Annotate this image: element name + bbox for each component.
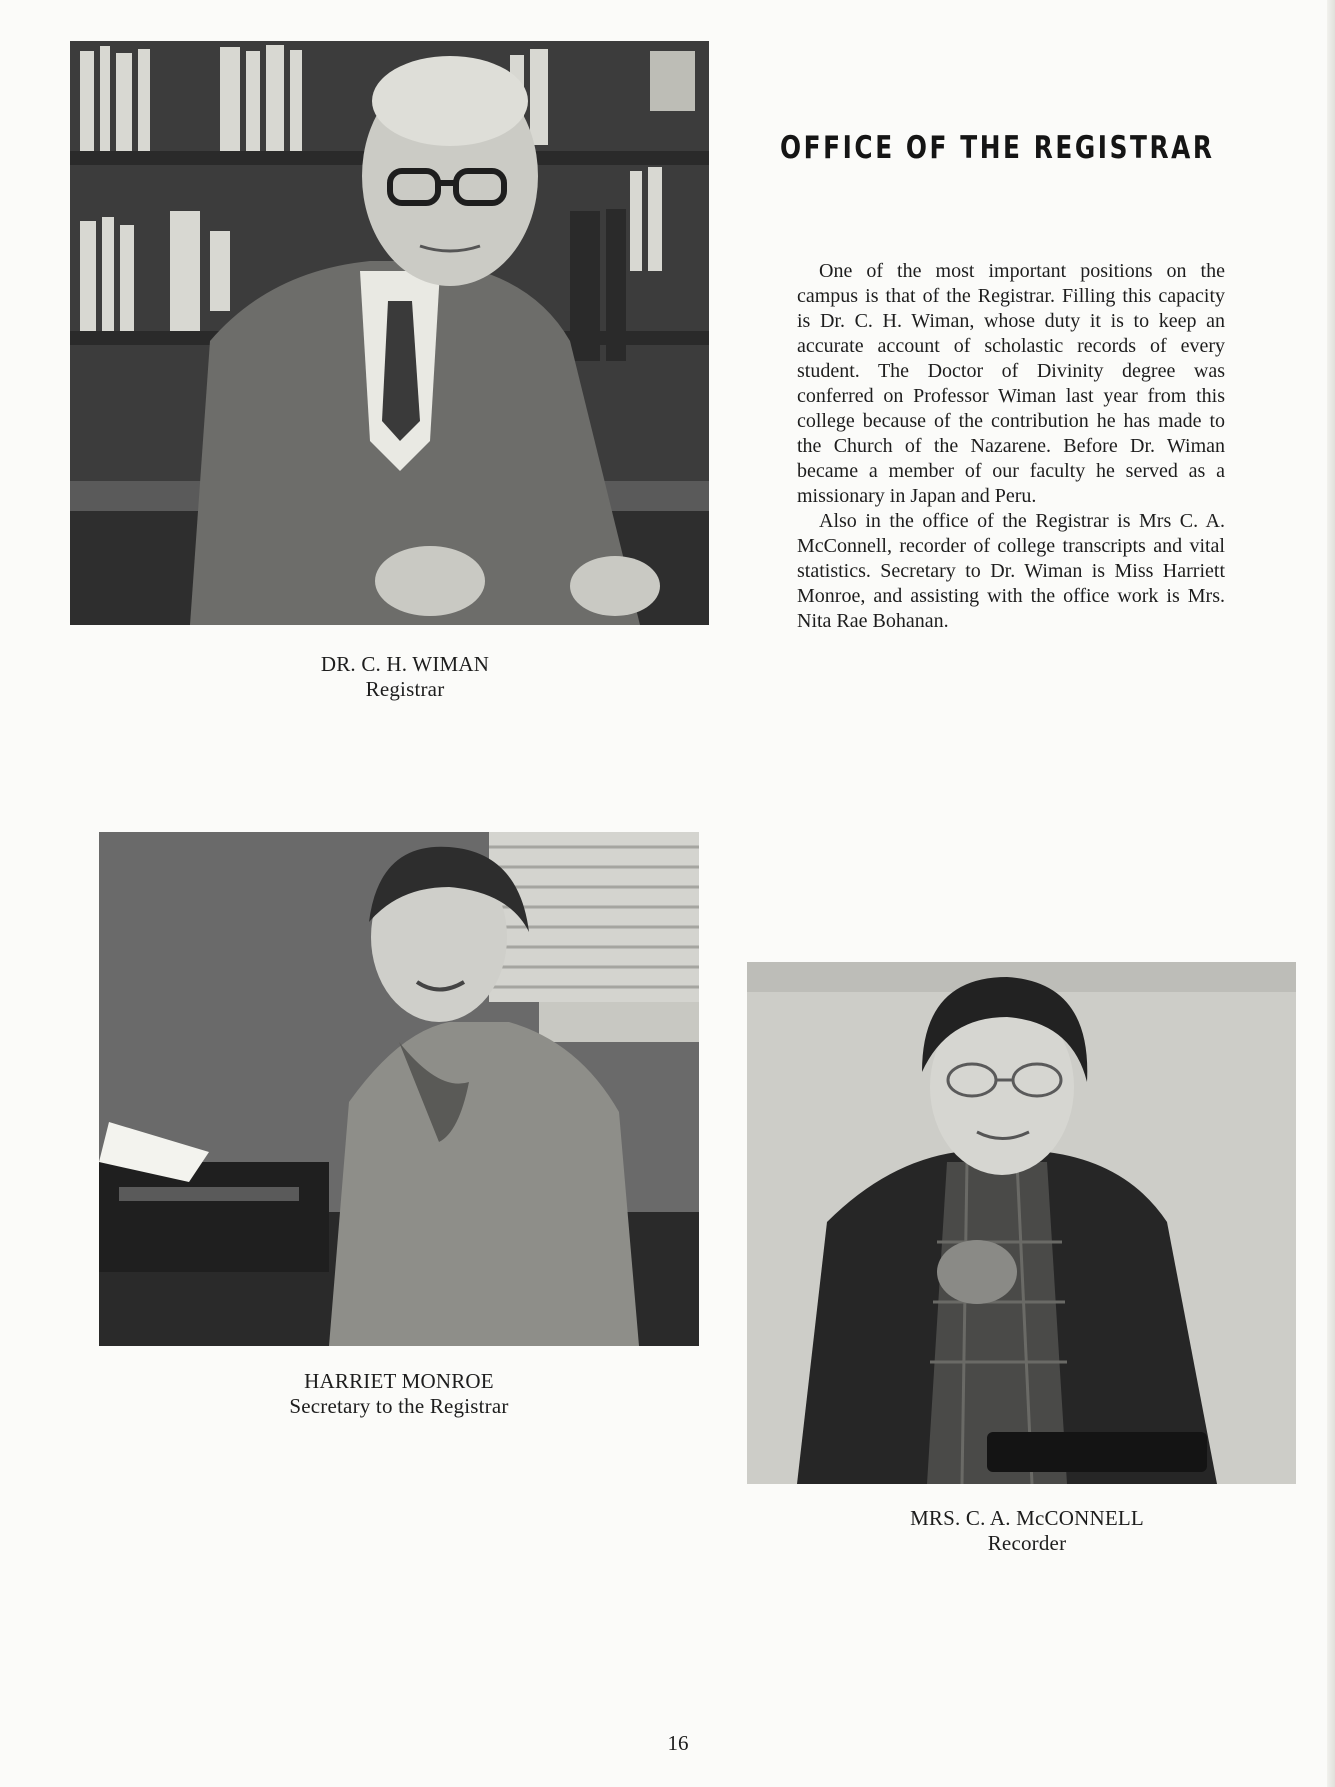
mcconnell-caption — [827, 1506, 1227, 1556]
page-edge-shadow — [1327, 0, 1335, 1787]
page-number: 16 — [667, 1731, 689, 1755]
wiman-caption — [205, 652, 605, 702]
monroe-caption — [199, 1369, 599, 1419]
wiman-role: Registrar — [365, 677, 445, 701]
mcconnell-photo — [747, 962, 1296, 1484]
article-body — [797, 259, 1225, 634]
wiman-photo — [70, 41, 709, 625]
page-title: OFFICE OF THE REGISTRAR — [780, 130, 1215, 166]
monroe-name: HARRIET MONROE — [304, 1369, 494, 1393]
mcconnell-role: Recorder — [987, 1531, 1067, 1555]
monroe-role: Secretary to the Registrar — [289, 1394, 509, 1418]
mcconnell-name: MRS. C. A. McCONNELL — [910, 1506, 1144, 1530]
monroe-photo — [99, 832, 699, 1346]
wiman-name: DR. C. H. WIMAN — [320, 652, 490, 676]
article-paragraph: Also in the office of the Registrar is Mrs C. A. McConnell, recorder of college transcripts and vital statistics. Secretary to Dr. Wiman is Miss Harriett Monroe, and assisting with the office work is Mrs. Nita Rae Bohanan. — [797, 510, 1225, 632]
article-paragraph: One of the most important positions on the campus is that of the Registrar. Filling this capacity is Dr. C. H. Wiman, whose duty it is to keep an accurate account of scholastic records of every student. The Doctor of Divinity degree was conferred on Professor Wiman last year from this college because of the contribution he has made to the Church of the Nazarene. Before Dr. Wiman became a member of our faculty he served as a missionary in Japan and Peru. — [797, 260, 1225, 507]
